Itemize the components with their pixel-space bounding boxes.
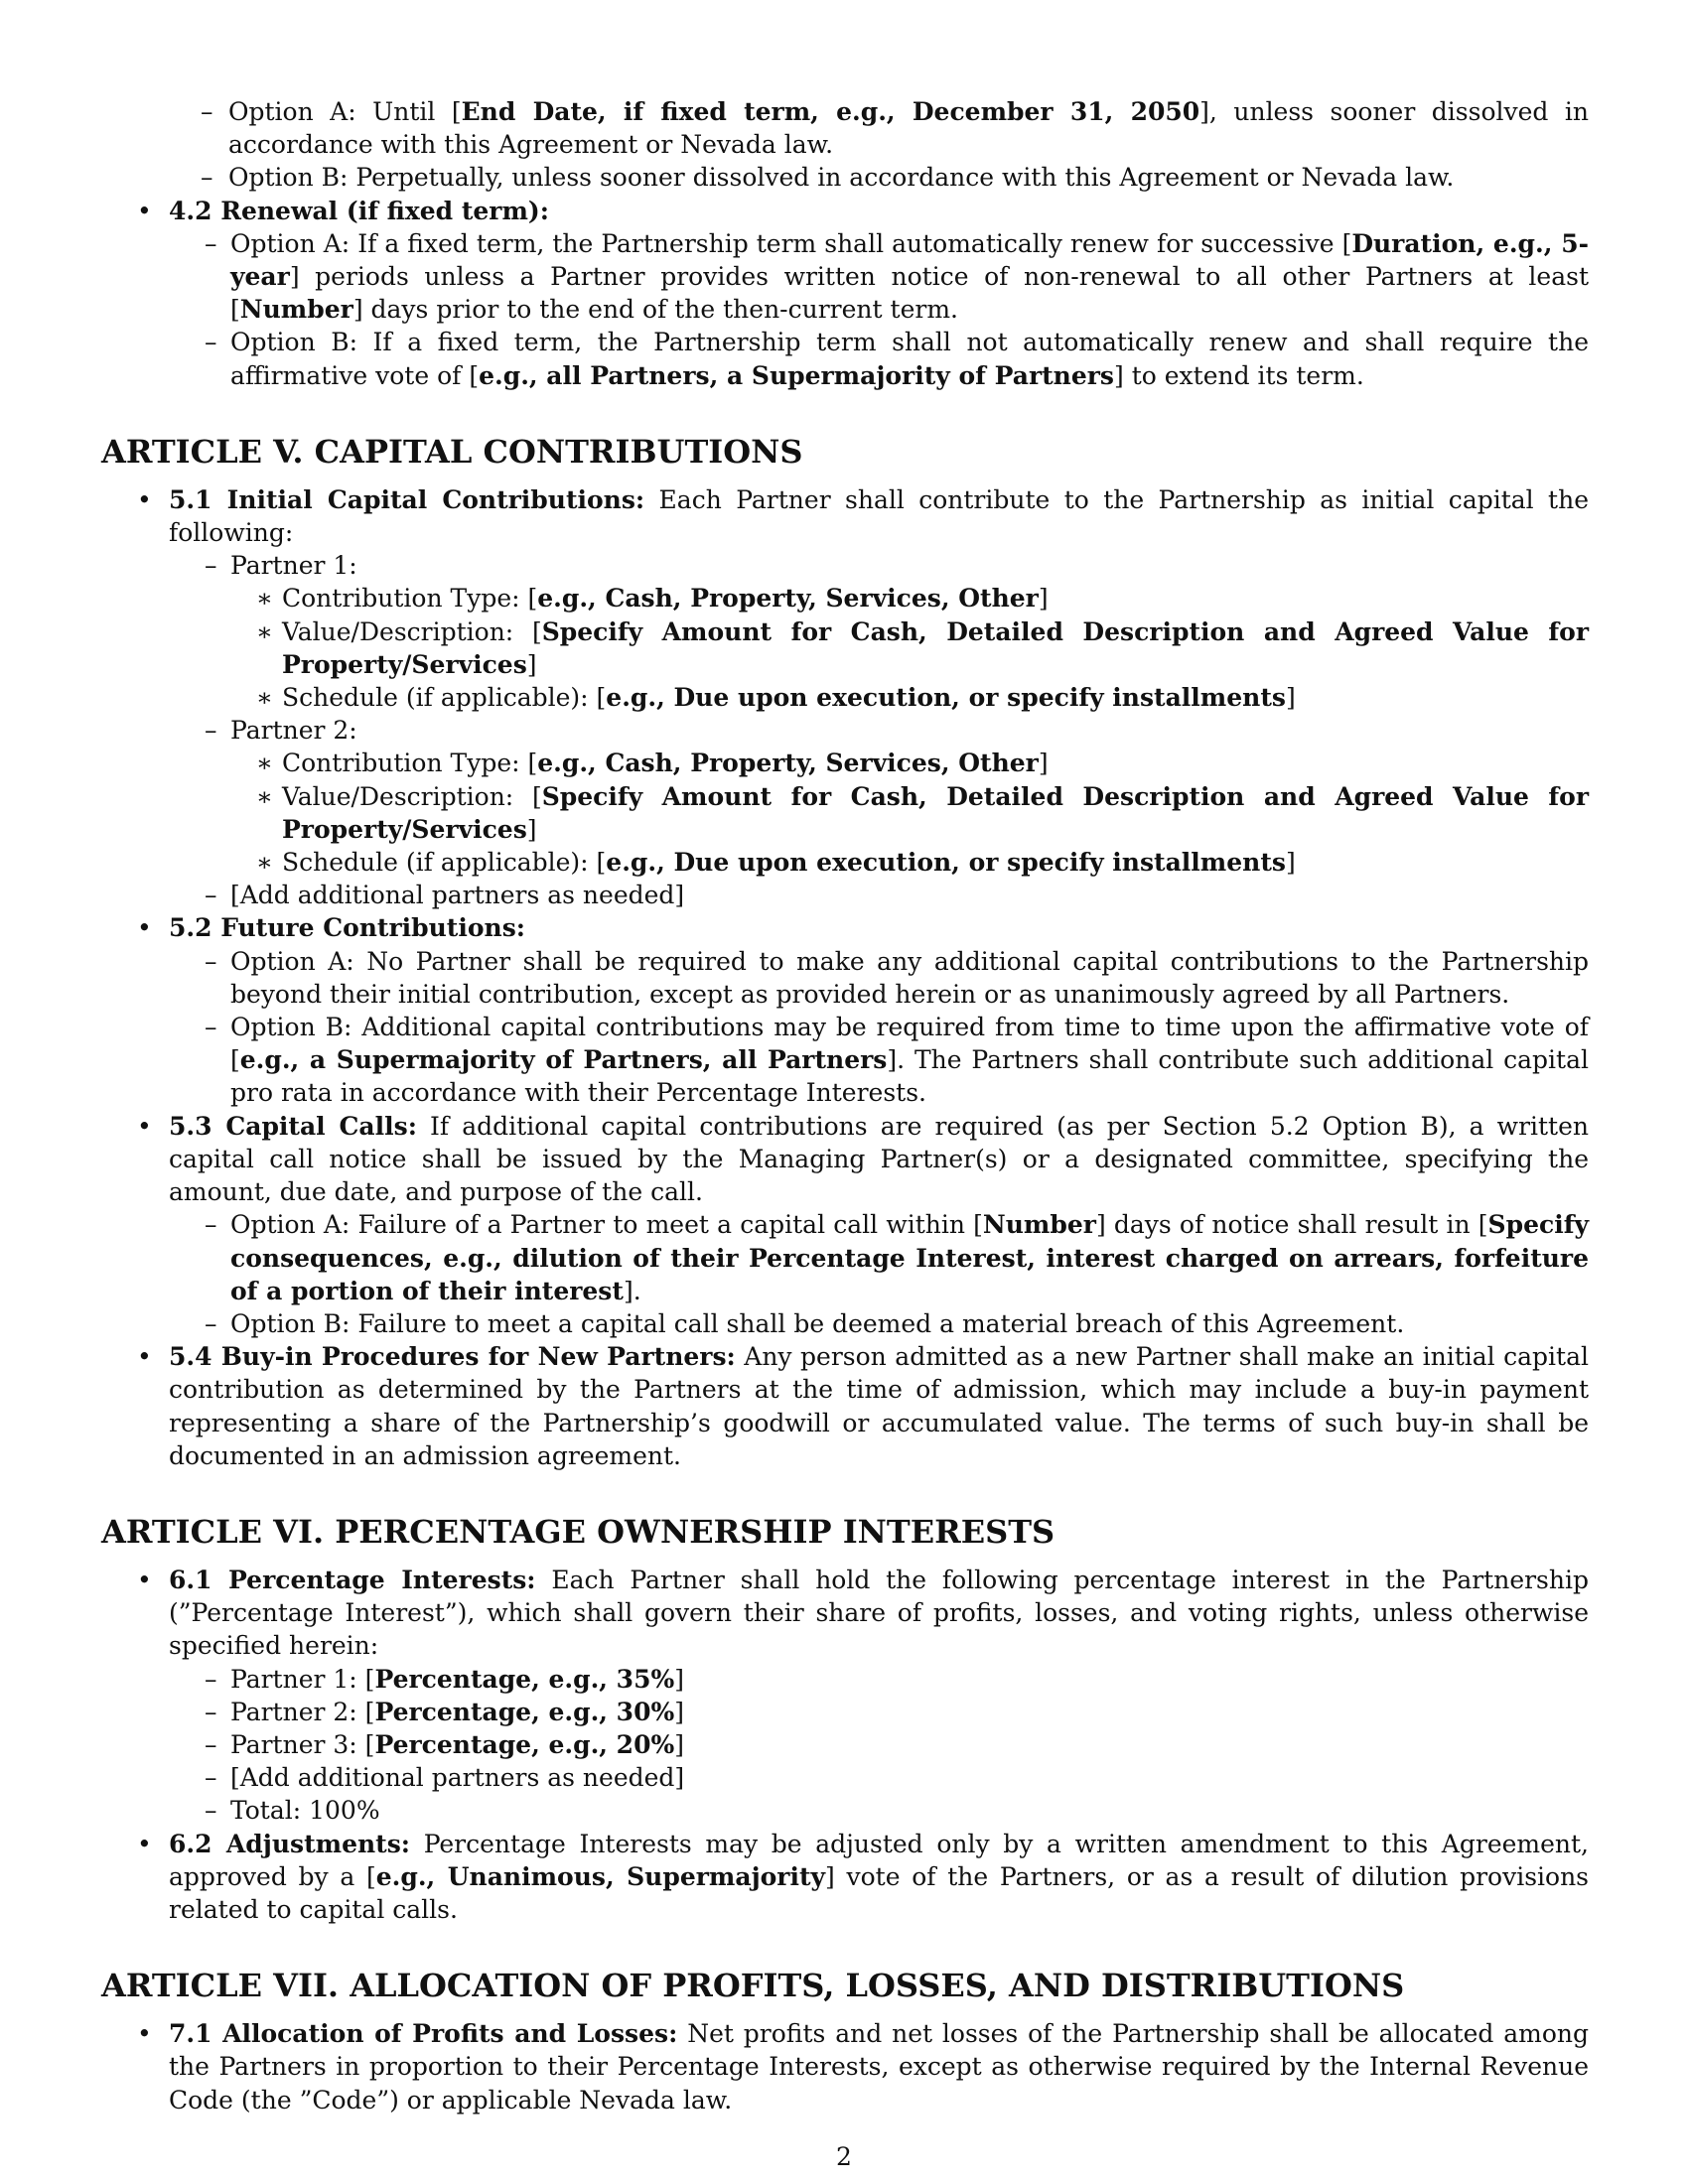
list-item: – Option A: If a fixed term, the Partnership term shall automatically renew for successive [Duration, e.g., 5-year] periods unless a Partner provides written notice of non-renewal to all other Partners at least [Number] days prior to the end of the then-current term. [169, 227, 1589, 327]
section-5-2: • 5.2 Future Contributions: – Option A: No Partner shall be required to make any additional capital contributions to the Partnership beyond their initial contribution, except as provided herein or as unanimously agreed by all Partners. – Option B: Additional capital contributions may be required from time to time upon the affirmative vote of [e.g., a Supermajority of Partners, all Partners]. The Partners shall contribute such additional capital pro rata in accordance with their Percentage Interests. [101, 911, 1589, 1109]
partner-1-item: – Partner 1: ∗ Contribution Type: [e.g., Cash, Property, Services, Other] ∗ Value/Description: [Specify Amount for Cash, Detailed Description and Agreed Value for Property/Services] ∗ Schedule (if applicable): [e.g., Due upon execution, or specify installments] [169, 549, 1589, 714]
list-item: – Partner 3: [Percentage, e.g., 20%] [169, 1728, 1589, 1761]
list-item: – [Add additional partners as needed] [169, 1761, 1589, 1794]
list-item: ∗ Value/Description: [Specify Amount for Cash, Detailed Description and Agreed Value for Property/Services] [230, 615, 1589, 681]
list-item: – Option B: If a fixed term, the Partnership term shall not automatically renew and shall require the affirmative vote of [e.g., all Partners, a Supermajority of Partners] to extend its term. [169, 326, 1589, 391]
list-item: ∗ Contribution Type: [e.g., Cash, Property, Services, Other] [230, 582, 1589, 614]
list-item: – Partner 2: [Percentage, e.g., 30%] [169, 1696, 1589, 1728]
article-6-heading: ARTICLE VI. PERCENTAGE OWNERSHIP INTERESTS [101, 1512, 1055, 1551]
list-item: – Option B: Perpetually, unless sooner dissolved in accordance with this Agreement or Nevada law. [101, 161, 1589, 194]
list-item: – Option B: Failure to meet a capital call shall be deemed a material breach of this Agreement. [169, 1307, 1589, 1340]
article-7-list [101, 2017, 1589, 2116]
list-item: – Option A: Until [End Date, if fixed term, e.g., December 31, 2050], unless sooner dissolved in accordance with this Agreement or Nevada law. [101, 95, 1589, 161]
section-7-1: • 7.1 Allocation of Profits and Losses: Net profits and net losses of the Partnership shall be allocated among the Partners in proportion to their Percentage Interests, except as otherwise required by the Internal Revenue Code (the ”Code”) or applicable Nevada law. [101, 2017, 1589, 2116]
section-title: 4.2 Renewal (if fixed term): [169, 196, 549, 225]
partner-2-item: – Partner 2: ∗ Contribution Type: [e.g., Cash, Property, Services, Other] ∗ Value/Description: [Specify Amount for Cash, Detailed Description and Agreed Value for Property/Services] ∗ Schedule (if applicable): [e.g., Due upon execution, or specify installments] [169, 714, 1589, 879]
renewal-list [101, 195, 1589, 392]
list-item: ∗ Contribution Type: [e.g., Cash, Property, Services, Other] [230, 747, 1589, 779]
section-6-1: • 6.1 Percentage Interests: Each Partner shall hold the following percentage interest in the Partnership (”Percentage Interest”), which shall govern their share of profits, losses, and voting rights, unless otherwise specified herein: – Partner 1: [Percentage, e.g., 35%] – Partner 2: [Percentage, e.g., 30%] – Partner 3: [Percentage, e.g., 20%] – [Add additional partners as needed] – Total: 100% [101, 1564, 1589, 1828]
list-item: ∗ Schedule (if applicable): [e.g., Due upon execution, or specify installments] [230, 846, 1589, 879]
list-item: – Option A: No Partner shall be required to make any additional capital contributions to the Partnership beyond their initial contribution, except as provided herein or as unanimously agreed by all Partners. [169, 945, 1589, 1011]
list-item: ∗ Schedule (if applicable): [e.g., Due upon execution, or specify installments] [230, 681, 1589, 714]
list-item: – Partner 1: [Percentage, e.g., 35%] [169, 1663, 1589, 1696]
list-item: ∗ Value/Description: [Specify Amount for Cash, Detailed Description and Agreed Value for Property/Services] [230, 780, 1589, 846]
list-item: – Option A: Failure of a Partner to meet a capital call within [Number] days of notice shall result in [Specify consequences, e.g., dilution of their Percentage Interest, interest charged on arrears, forfeiture of a portion of their interest]. [169, 1208, 1589, 1307]
list-item: – Option B: Additional capital contributions may be required from time to time upon the affirmative vote of [e.g., a Supermajority of Partners, all Partners]. The Partners shall contribute such additional capital pro rata in accordance with their Percentage Interests. [169, 1011, 1589, 1110]
section-6-2: • 6.2 Adjustments: Percentage Interests may be adjusted only by a written amendment to this Agreement, approved by a [e.g., Unanimous, Supermajority] vote of the Partners, or as a result of dilution provisions related to capital calls. [101, 1828, 1589, 1927]
article-7-heading: ARTICLE VII. ALLOCATION OF PROFITS, LOSSES, AND DISTRIBUTIONS [101, 1967, 1405, 2005]
page-number: 2 [836, 2142, 852, 2171]
term-options-list [101, 95, 1589, 195]
section-4-2 [101, 195, 1589, 392]
list-item: – [Add additional partners as needed] [169, 879, 1589, 911]
section-5-4: • 5.4 Buy-in Procedures for New Partners: Any person admitted as a new Partner shall make an initial capital contribution as determined by the Partners at the time of admission, which may include a buy-in payment representing a share of the Partnership’s goodwill or accumulated value. The terms of such buy-in shall be documented in an admission agreement. [101, 1340, 1589, 1472]
document-page [101, 95, 1589, 2116]
article-6-list [101, 1564, 1589, 1926]
article-5-heading: ARTICLE V. CAPITAL CONTRIBUTIONS [101, 432, 803, 471]
section-5-3: • 5.3 Capital Calls: If additional capital contributions are required (as per Section 5.2 Option B), a written capital call notice shall be issued by the Managing Partner(s) or a designated committee, specifying the amount, due date, and purpose of the call. – Option A: Failure of a Partner to meet a capital call within [Number] days of notice shall result in [Specify consequences, e.g., dilution of their Percentage Interest, interest charged on arrears, forfeiture of a portion of their interest]. – Option B: Failure to meet a capital call shall be deemed a material breach of this Agreement. [101, 1110, 1589, 1340]
list-item: – Total: 100% [169, 1794, 1589, 1827]
article-5-list [101, 483, 1589, 1472]
section-5-1: • 5.1 Initial Capital Contributions: Each Partner shall contribute to the Partnership as initial capital the following: – Partner 1: ∗ Contribution Type: [e.g., Cash, Property, Services, Other] ∗ Value/Description: [Specify Amount for Cash, Detailed Description and Agreed Value for Property/Services] ∗ Schedule (if applicable): [e.g., Due upon execution, or specify installments] – Partner 2: ∗ Contribution Type: [e.g., Cash, Property, Services, Other] ∗ Value/Description: [Specify Amount for Cash, Detailed Description and Agreed Value for Property/Services] ∗ Schedule (if applicable): [e.g., Due upon execution, or specify installments] – [Add additional partners as needed] [101, 483, 1589, 912]
